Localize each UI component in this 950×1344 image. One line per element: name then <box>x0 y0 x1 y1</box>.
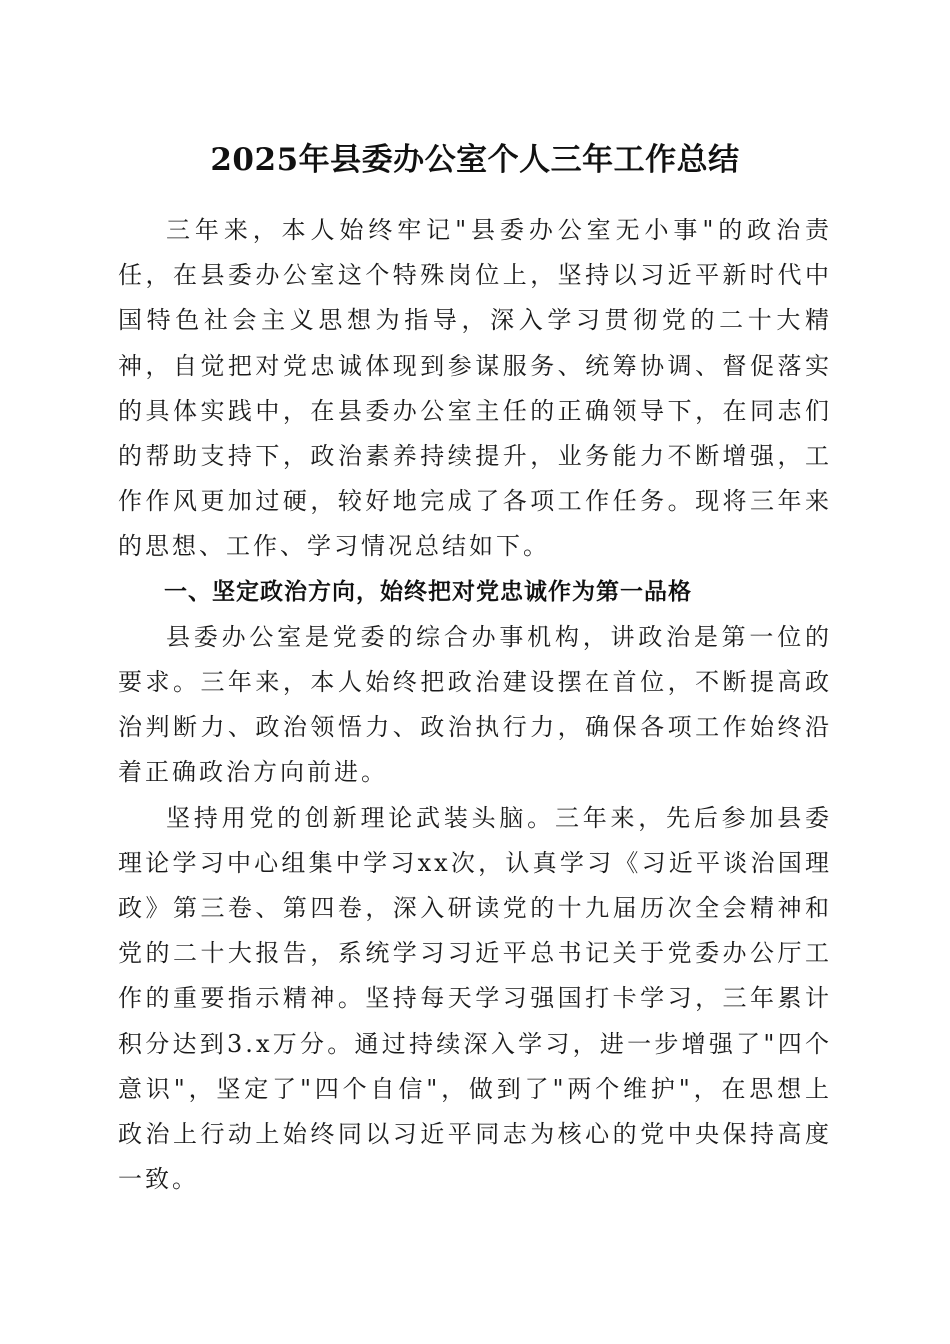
intro-paragraph: 三年来，本人始终牢记"县委办公室无小事"的政治责任，在县委办公室这个特殊岗位上，坚持以习近平新时代中国特色社会主义思想为指导，深入学习贯彻党的二十大精神，自觉把对党忠诚体现到参谋服务、统筹协调、督促落实的具体实践中，在县委办公室主任的正确领导下，在同志们的帮助支持下，政治素养持续提升，业务能力不断增强，工作作风更加过硬，较好地完成了各项工作任务。现将三年来的思想、工作、学习情况总结如下。 <box>118 216 832 561</box>
section1-paragraph-1: 县委办公室是党委的综合办事机构，讲政治是第一位的要求。三年来，本人始终把政治建设摆在首位，不断提高政治判断力、政治领悟力、政治执行力，确保各项工作始终沿着正确政治方向前进。 <box>118 622 832 787</box>
section1-paragraph-2: 坚持用党的创新理论武装头脑。三年来，先后参加县委理论学习中心组集中学习xx次，认真学习《习近平谈治国理政》第三卷、第四卷，深入研读党的十九届历次全会精神和党的二十大报告，系统学习习近平总书记关于党委办公厅工作的重要指示精神。坚持每天学习强国打卡学习，三年累计积分达到3.x万分。通过持续深入学习，进一步增强了"四个意识"，坚定了"四个自信"，做到了"两个维护"，在思想上政治上行动上始终同以习近平同志为核心的党中央保持高度一致。 <box>118 803 832 1194</box>
section-heading-1: 一、坚定政治方向，始终把对党忠诚作为第一品格 <box>164 578 692 605</box>
document-title: 2025年县委办公室个人三年工作总结 <box>210 142 740 178</box>
document-body <box>118 208 832 1202</box>
